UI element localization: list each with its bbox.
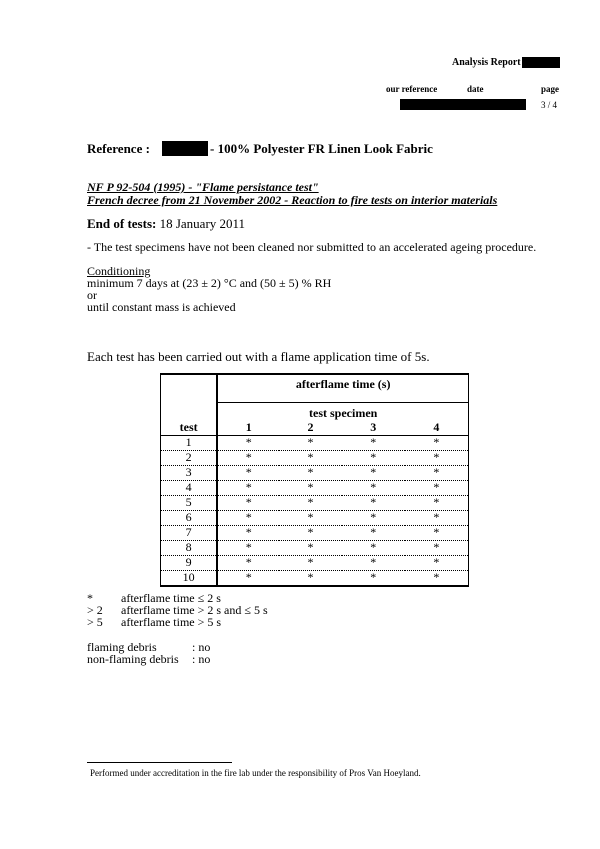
afterflame-value-cell: * bbox=[279, 540, 342, 555]
afterflame-value-cell: * bbox=[405, 480, 469, 495]
test-number-cell: 5 bbox=[161, 495, 218, 510]
afterflame-value-cell: * bbox=[279, 450, 342, 465]
test-number-cell: 6 bbox=[161, 510, 218, 525]
conditioning-title: Conditioning bbox=[87, 264, 151, 278]
afterflame-value-cell: * bbox=[217, 525, 279, 540]
reference-line bbox=[87, 141, 150, 157]
afterflame-value-cell: * bbox=[342, 495, 405, 510]
standard-line-2: French decree from 21 November 2002 - Reaction to fire tests on interior materials bbox=[87, 193, 498, 207]
afterflame-value-cell: * bbox=[217, 450, 279, 465]
afterflame-value-cell: * bbox=[342, 435, 405, 450]
afterflame-value-cell: * bbox=[279, 555, 342, 570]
afterflame-value-cell: * bbox=[405, 555, 469, 570]
afterflame-table bbox=[160, 373, 469, 587]
table-col-header: 4 bbox=[405, 421, 469, 436]
table-title: afterflame time (s) bbox=[217, 374, 468, 402]
afterflame-value-cell: * bbox=[405, 570, 469, 586]
conditioning-line-1: minimum 7 days at (23 ± 2) °C and (50 ± 5) % RH bbox=[87, 276, 332, 290]
afterflame-value-cell: * bbox=[217, 480, 279, 495]
our-reference-label: our reference bbox=[386, 84, 438, 94]
legend-text: afterflame time ≤ 2 s bbox=[121, 591, 221, 605]
redacted-reference-code bbox=[162, 141, 208, 156]
table-row bbox=[161, 435, 469, 450]
test-number-cell: 2 bbox=[161, 450, 218, 465]
afterflame-value-cell: * bbox=[342, 450, 405, 465]
page-label: page bbox=[541, 84, 559, 94]
afterflame-value-cell: * bbox=[342, 465, 405, 480]
afterflame-value-cell: * bbox=[342, 480, 405, 495]
afterflame-value-cell: * bbox=[217, 540, 279, 555]
afterflame-value-cell: * bbox=[217, 465, 279, 480]
afterflame-value-cell: * bbox=[405, 495, 469, 510]
cleaning-note: - The test specimens have not been cleaned nor submitted to an accelerated ageing procedure. bbox=[87, 240, 537, 254]
afterflame-value-cell: * bbox=[279, 480, 342, 495]
table-row bbox=[161, 540, 469, 555]
product-name: - 100% Polyester FR Linen Look Fabric bbox=[210, 141, 433, 156]
redacted-report-number bbox=[522, 57, 560, 68]
table-row bbox=[161, 450, 469, 465]
afterflame-value-cell: * bbox=[217, 570, 279, 586]
test-number-cell: 8 bbox=[161, 540, 218, 555]
table-col-header: 1 bbox=[217, 421, 279, 436]
table-row bbox=[161, 555, 469, 570]
footnote: Performed under accreditation in the fire lab under the responsibility of Pros Van Hoeyland. bbox=[90, 768, 421, 778]
table-row bbox=[161, 495, 469, 510]
table-row bbox=[161, 510, 469, 525]
table-group-header: test specimen bbox=[217, 402, 468, 421]
debris-value: : no bbox=[192, 640, 211, 654]
debris-label: flaming debris bbox=[87, 640, 157, 654]
debris-label: non-flaming debris bbox=[87, 652, 179, 666]
legend-symbol: * bbox=[87, 591, 93, 605]
legend-text: afterflame time > 5 s bbox=[121, 615, 222, 629]
afterflame-value-cell: * bbox=[217, 510, 279, 525]
standard-line-1: NF P 92-504 (1995) - "Flame persistance test" bbox=[87, 180, 319, 194]
afterflame-value-cell: * bbox=[405, 450, 469, 465]
test-number-cell: 7 bbox=[161, 525, 218, 540]
table-row bbox=[161, 465, 469, 480]
afterflame-value-cell: * bbox=[342, 570, 405, 586]
afterflame-value-cell: * bbox=[342, 540, 405, 555]
legend-symbol: > 5 bbox=[87, 615, 103, 629]
debris-item bbox=[87, 653, 210, 665]
table-col-header: 2 bbox=[279, 421, 342, 436]
afterflame-value-cell: * bbox=[279, 435, 342, 450]
afterflame-value-cell: * bbox=[405, 540, 469, 555]
test-number-cell: 3 bbox=[161, 465, 218, 480]
legend-item bbox=[87, 616, 221, 628]
end-of-tests-label: End of tests: bbox=[87, 216, 157, 231]
afterflame-value-cell: * bbox=[405, 510, 469, 525]
table-row bbox=[161, 480, 469, 495]
afterflame-value-cell: * bbox=[405, 465, 469, 480]
end-of-tests bbox=[87, 216, 245, 232]
date-label: date bbox=[467, 84, 484, 94]
flame-application-note: Each test has been carried out with a flame application time of 5s. bbox=[87, 349, 430, 364]
table-row bbox=[161, 525, 469, 540]
legend-symbol: > 2 bbox=[87, 603, 103, 617]
redacted-reference-date bbox=[400, 99, 526, 110]
afterflame-value-cell: * bbox=[279, 495, 342, 510]
test-number-cell: 9 bbox=[161, 555, 218, 570]
afterflame-value-cell: * bbox=[405, 435, 469, 450]
afterflame-value-cell: * bbox=[217, 435, 279, 450]
debris-value: : no bbox=[192, 652, 211, 666]
reference-label: Reference : bbox=[87, 141, 150, 156]
afterflame-value-cell: * bbox=[342, 525, 405, 540]
afterflame-value-cell: * bbox=[279, 570, 342, 586]
report-title: Analysis Report bbox=[452, 57, 521, 68]
table-corner-cell bbox=[161, 374, 218, 402]
afterflame-value-cell: * bbox=[217, 555, 279, 570]
end-of-tests-date: 18 January 2011 bbox=[159, 216, 246, 231]
afterflame-value-cell: * bbox=[279, 465, 342, 480]
table-row-header: test bbox=[161, 421, 218, 436]
table-row bbox=[161, 570, 469, 586]
afterflame-value-cell: * bbox=[217, 495, 279, 510]
page-number: 3 / 4 bbox=[541, 100, 558, 110]
afterflame-value-cell: * bbox=[279, 525, 342, 540]
footnote-divider bbox=[87, 762, 232, 763]
afterflame-value-cell: * bbox=[405, 525, 469, 540]
afterflame-value-cell: * bbox=[342, 555, 405, 570]
legend-text: afterflame time > 2 s and ≤ 5 s bbox=[121, 603, 268, 617]
afterflame-value-cell: * bbox=[342, 510, 405, 525]
conditioning-line-3: until constant mass is achieved bbox=[87, 300, 236, 314]
test-number-cell: 10 bbox=[161, 570, 218, 586]
test-number-cell: 1 bbox=[161, 435, 218, 450]
test-number-cell: 4 bbox=[161, 480, 218, 495]
afterflame-value-cell: * bbox=[279, 510, 342, 525]
table-col-header: 3 bbox=[342, 421, 405, 436]
conditioning-line-2: or bbox=[87, 288, 97, 302]
